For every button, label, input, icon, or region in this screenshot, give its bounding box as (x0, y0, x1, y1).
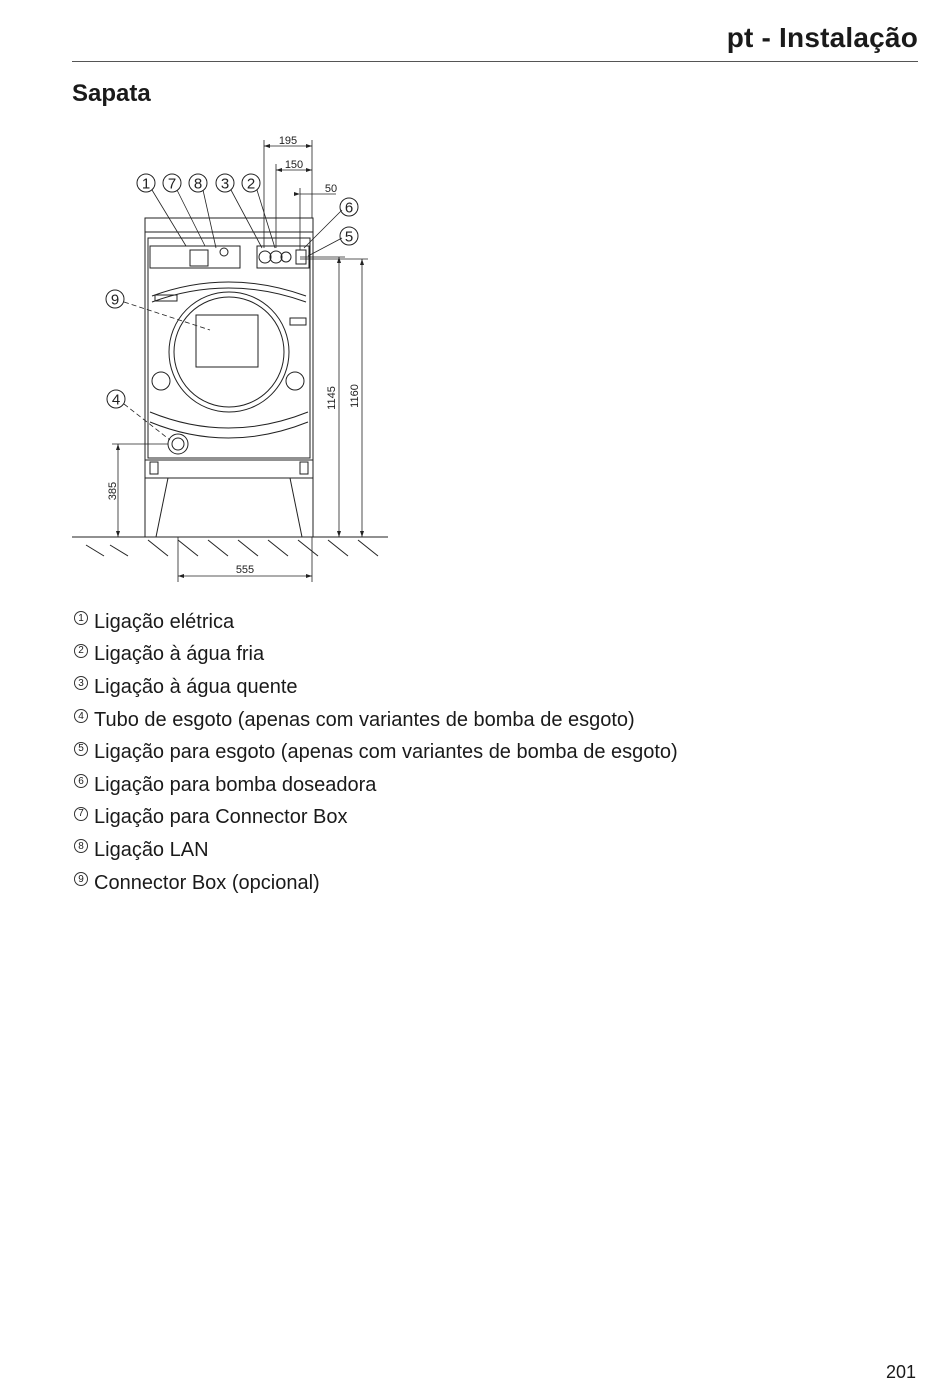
callout-3 (216, 174, 234, 193)
legend-item (74, 834, 678, 867)
legend-number: 5 (74, 742, 88, 756)
dim-label-555: 555 (235, 564, 255, 576)
legend-number: 8 (74, 839, 88, 853)
callout-4 (107, 390, 125, 409)
callout-8 (189, 174, 207, 193)
svg-text:8: 8 (193, 175, 203, 193)
floor-line (72, 537, 388, 556)
dim-label-150: 150 (284, 159, 304, 171)
callout-5 (340, 227, 358, 246)
legend-number: 3 (74, 676, 88, 690)
legend-list (74, 606, 678, 899)
legend-text: Ligação para bomba doseadora (94, 773, 377, 796)
dim-label-1160: 1160 (349, 384, 361, 408)
legend-text: Ligação à água fria (94, 643, 265, 666)
legend-text: Ligação LAN (94, 838, 209, 861)
machine-body (145, 218, 313, 460)
legend-text: Ligação para esgoto (apenas com variantes de bomba de esgoto) (94, 741, 678, 764)
legend-item (74, 671, 678, 704)
installation-diagram (0, 0, 950, 600)
legend-item (74, 736, 678, 769)
legend-item (74, 639, 678, 672)
legend-number: 9 (74, 872, 88, 886)
svg-text:1: 1 (141, 175, 151, 193)
dim-label-385: 385 (107, 481, 119, 501)
legend-number: 6 (74, 774, 88, 788)
legend-item (74, 802, 678, 835)
legend-number: 1 (74, 611, 88, 625)
svg-text:4: 4 (111, 391, 121, 409)
legend-text: Tubo de esgoto (apenas com variantes de bomba de esgoto) (94, 708, 635, 731)
legend-item (74, 704, 678, 737)
dim-label-195: 195 (278, 135, 298, 147)
svg-text:3: 3 (220, 175, 230, 193)
legend-text: Ligação para Connector Box (94, 806, 348, 829)
page-number: 201 (885, 1362, 916, 1382)
plinth-base (145, 460, 313, 537)
dim-label-50: 50 (324, 183, 338, 195)
dimension-arrows (116, 144, 364, 578)
svg-text:6: 6 (344, 199, 354, 217)
callout-7 (163, 174, 181, 193)
callout-9 (106, 290, 124, 309)
legend-number: 7 (74, 807, 88, 821)
callout-2 (242, 174, 260, 193)
legend-text: Ligação elétrica (94, 610, 235, 633)
callout-1 (137, 174, 155, 193)
svg-text:5: 5 (344, 228, 354, 246)
section-title: Sapata (72, 80, 151, 107)
legend-number: 4 (74, 709, 88, 723)
svg-text:9: 9 (110, 291, 120, 309)
legend-text: Ligação à água quente (94, 675, 298, 698)
legend-item (74, 769, 678, 802)
legend-number: 2 (74, 644, 88, 658)
svg-text:2: 2 (246, 175, 256, 193)
legend-text: Connector Box (opcional) (94, 871, 320, 894)
dim-label-1145: 1145 (326, 386, 338, 410)
page-header-title: pt - Instalação (726, 22, 918, 53)
svg-text:7: 7 (167, 175, 177, 193)
legend-item (74, 867, 678, 900)
callout-6 (340, 198, 358, 217)
legend-item (74, 606, 678, 639)
